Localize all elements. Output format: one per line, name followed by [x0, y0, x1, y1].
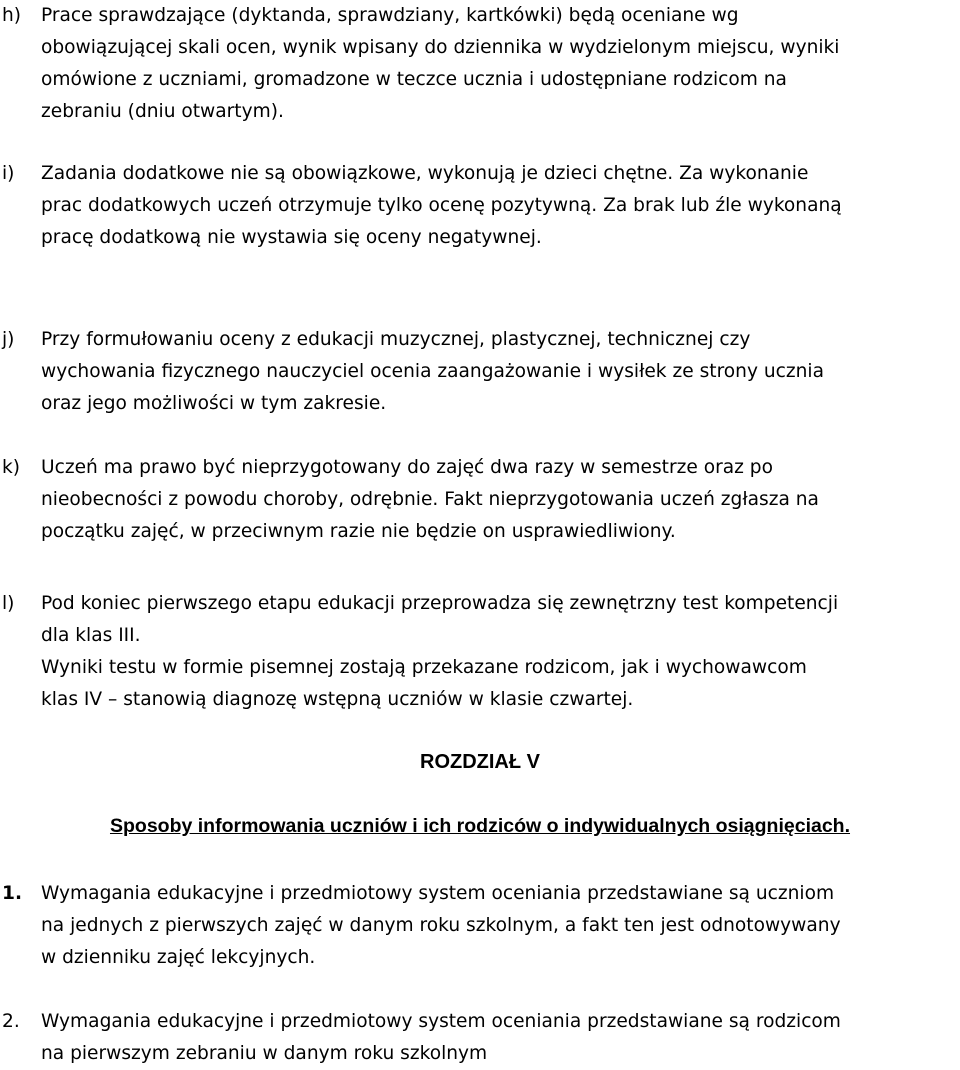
text-line: wychowania fizycznego nauczyciel ocenia zaangażowanie i wysiłek ze strony ucznia: [41, 361, 824, 382]
list-item-text: [41, 878, 960, 974]
text-line: na jednych z pierwszych zajęć w danym roku szkolnym, a fakt ten jest odnotowywany: [41, 915, 841, 936]
list-marker: 1.: [2, 883, 23, 904]
text-line: Wyniki testu w formie pisemnej zostają przekazane rodzicom, jak i wychowawcom: [41, 657, 807, 678]
list-marker: h): [2, 5, 22, 26]
text-line: w dzienniku zajęć lekcyjnych.: [41, 947, 316, 968]
list-marker: 2.: [2, 1011, 20, 1032]
text-line: Uczeń ma prawo być nieprzygotowany do zajęć dwa razy w semestrze oraz po: [41, 457, 773, 478]
text-line: omówione z uczniami, gromadzone w teczce ucznia i udostępniane rodzicom na: [41, 69, 787, 90]
text-line: nieobecności z powodu choroby, odrębnie. Fakt nieprzygotowania uczeń zgłasza na: [41, 489, 819, 510]
list-marker: k): [2, 457, 21, 478]
text-line: Zadania dodatkowe nie są obowiązkowe, wykonują je dzieci chętne. Za wykonanie: [41, 163, 809, 184]
list-marker: j): [2, 329, 15, 350]
text-line: Przy formułowaniu oceny z edukacji muzycznej, plastycznej, technicznej czy: [41, 329, 751, 350]
list-item-text: [41, 452, 960, 548]
text-line: Wymagania edukacyjne i przedmiotowy system oceniania przedstawiane są uczniom: [41, 883, 835, 904]
text-line: obowiązującej skali ocen, wynik wpisany do dziennika w wydzielonym miejscu, wyniki: [41, 37, 840, 58]
text-line: klas IV – stanowią diagnozę wstępną uczniów w klasie czwartej.: [41, 689, 634, 710]
list-item-text: [41, 588, 960, 716]
text-line: Wymagania edukacyjne i przedmiotowy system oceniania przedstawiane są rodzicom: [41, 1011, 841, 1032]
list-item-text: [41, 158, 960, 254]
text-line: oraz jego możliwości w tym zakresie.: [41, 393, 387, 414]
list-item-text: [41, 324, 960, 420]
text-line: początku zajęć, w przeciwnym razie nie będzie on usprawiedliwiony.: [41, 521, 676, 542]
list-marker: i): [2, 163, 15, 184]
text-line: dla klas III.: [41, 625, 141, 646]
text-line: Prace sprawdzające (dyktanda, sprawdziany, kartkówki) będą oceniane wg: [41, 5, 739, 26]
text-line: na pierwszym zebraniu w danym roku szkolnym: [41, 1043, 488, 1064]
text-line: Pod koniec pierwszego etapu edukacji przeprowadza się zewnętrzny test kompetencji: [41, 593, 839, 614]
list-marker: l): [2, 593, 15, 614]
text-line: prac dodatkowych uczeń otrzymuje tylko ocenę pozytywną. Za brak lub źle wykonaną: [41, 195, 842, 216]
chapter-title: ROZDZIAŁ V: [420, 751, 540, 773]
chapter-subtitle: Sposoby informowania uczniów i ich rodziców o indywidualnych osiągnięciach.: [109, 815, 851, 837]
text-line: zebraniu (dniu otwartym).: [41, 101, 284, 122]
list-item-text: [41, 0, 960, 128]
list-item-text: [41, 1006, 960, 1070]
text-line: pracę dodatkową nie wystawia się oceny negatywnej.: [41, 227, 542, 248]
